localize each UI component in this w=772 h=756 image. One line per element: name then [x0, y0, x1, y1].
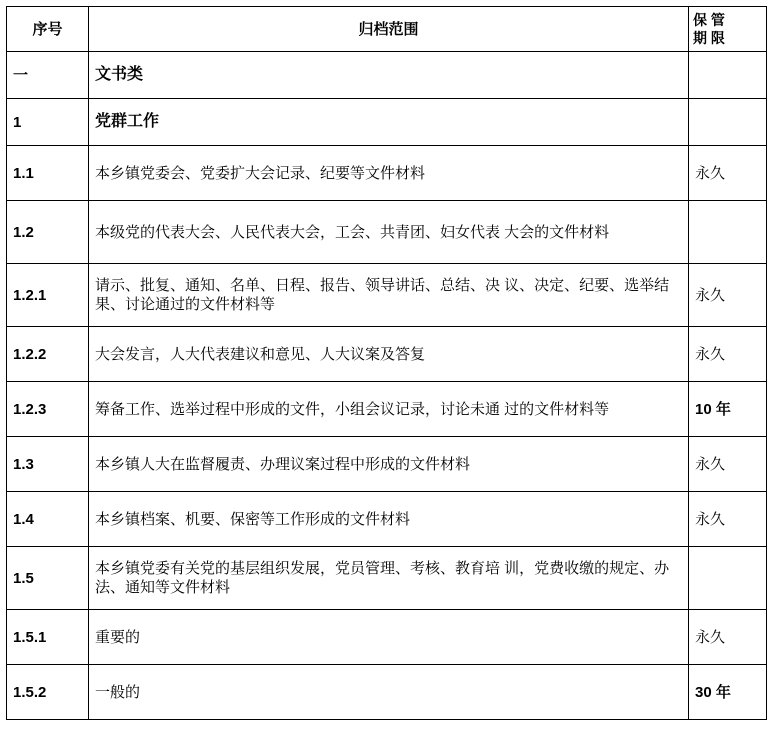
table-row	[7, 327, 767, 382]
row-term: 永久	[689, 437, 767, 492]
row-no: 1.2.1	[7, 264, 89, 327]
table-row	[7, 492, 767, 547]
row-no: 1	[7, 99, 89, 146]
row-term: 永久	[689, 146, 767, 201]
row-scope: 请示、批复、通知、名单、日程、报告、领导讲话、总结、决 议、决定、纪要、选举结果、讨论通过的文件材料等	[89, 264, 689, 327]
row-scope: 本乡镇党委有关党的基层组织发展，党员管理、考核、教育培 训，党费收缴的规定、办法、通知等文件材料	[89, 547, 689, 610]
row-no: 1.2.2	[7, 327, 89, 382]
table-row	[7, 264, 767, 327]
row-scope: 本级党的代表大会、人民代表大会，工会、共青团、妇女代表 大会的文件材料	[89, 201, 689, 264]
archive-scope-table	[6, 6, 767, 720]
row-scope: 本乡镇人大在监督履责、办理议案过程中形成的文件材料	[89, 437, 689, 492]
table-row	[7, 665, 767, 720]
table-row	[7, 146, 767, 201]
row-scope: 一般的	[89, 665, 689, 720]
column-header-no: 序号	[7, 7, 89, 52]
row-no: 1.4	[7, 492, 89, 547]
table-row	[7, 201, 767, 264]
row-term: 永久	[689, 610, 767, 665]
table-row	[7, 52, 767, 99]
row-scope: 文书类	[89, 52, 689, 99]
row-scope: 本乡镇党委会、党委扩大会记录、纪要等文件材料	[89, 146, 689, 201]
table-row	[7, 382, 767, 437]
row-no: 1.2	[7, 201, 89, 264]
row-no: 1.2.3	[7, 382, 89, 437]
row-no: 1.5.2	[7, 665, 89, 720]
row-scope: 大会发言，人大代表建议和意见、人大议案及答复	[89, 327, 689, 382]
table-header-row	[7, 7, 767, 52]
row-term: 30 年	[689, 665, 767, 720]
row-scope: 党群工作	[89, 99, 689, 146]
row-no: 1.5	[7, 547, 89, 610]
table-row	[7, 610, 767, 665]
table-row	[7, 99, 767, 146]
column-header-scope: 归档范围	[89, 7, 689, 52]
column-header-term	[689, 7, 767, 52]
row-term: 永久	[689, 264, 767, 327]
row-term	[689, 52, 767, 99]
row-term: 永久	[689, 327, 767, 382]
row-no: 一	[7, 52, 89, 99]
row-term	[689, 99, 767, 146]
row-no: 1.1	[7, 146, 89, 201]
table-row	[7, 547, 767, 610]
column-header-term-line2: 期 限	[693, 30, 725, 47]
table-row	[7, 437, 767, 492]
row-term	[689, 201, 767, 264]
row-no: 1.5.1	[7, 610, 89, 665]
column-header-term-line1: 保 管	[693, 12, 725, 28]
row-term: 永久	[689, 492, 767, 547]
row-no: 1.3	[7, 437, 89, 492]
row-scope: 筹备工作、选举过程中形成的文件，小组会议记录，讨论未通 过的文件材料等	[89, 382, 689, 437]
row-term: 10 年	[689, 382, 767, 437]
row-term	[689, 547, 767, 610]
row-scope: 本乡镇档案、机要、保密等工作形成的文件材料	[89, 492, 689, 547]
row-scope: 重要的	[89, 610, 689, 665]
